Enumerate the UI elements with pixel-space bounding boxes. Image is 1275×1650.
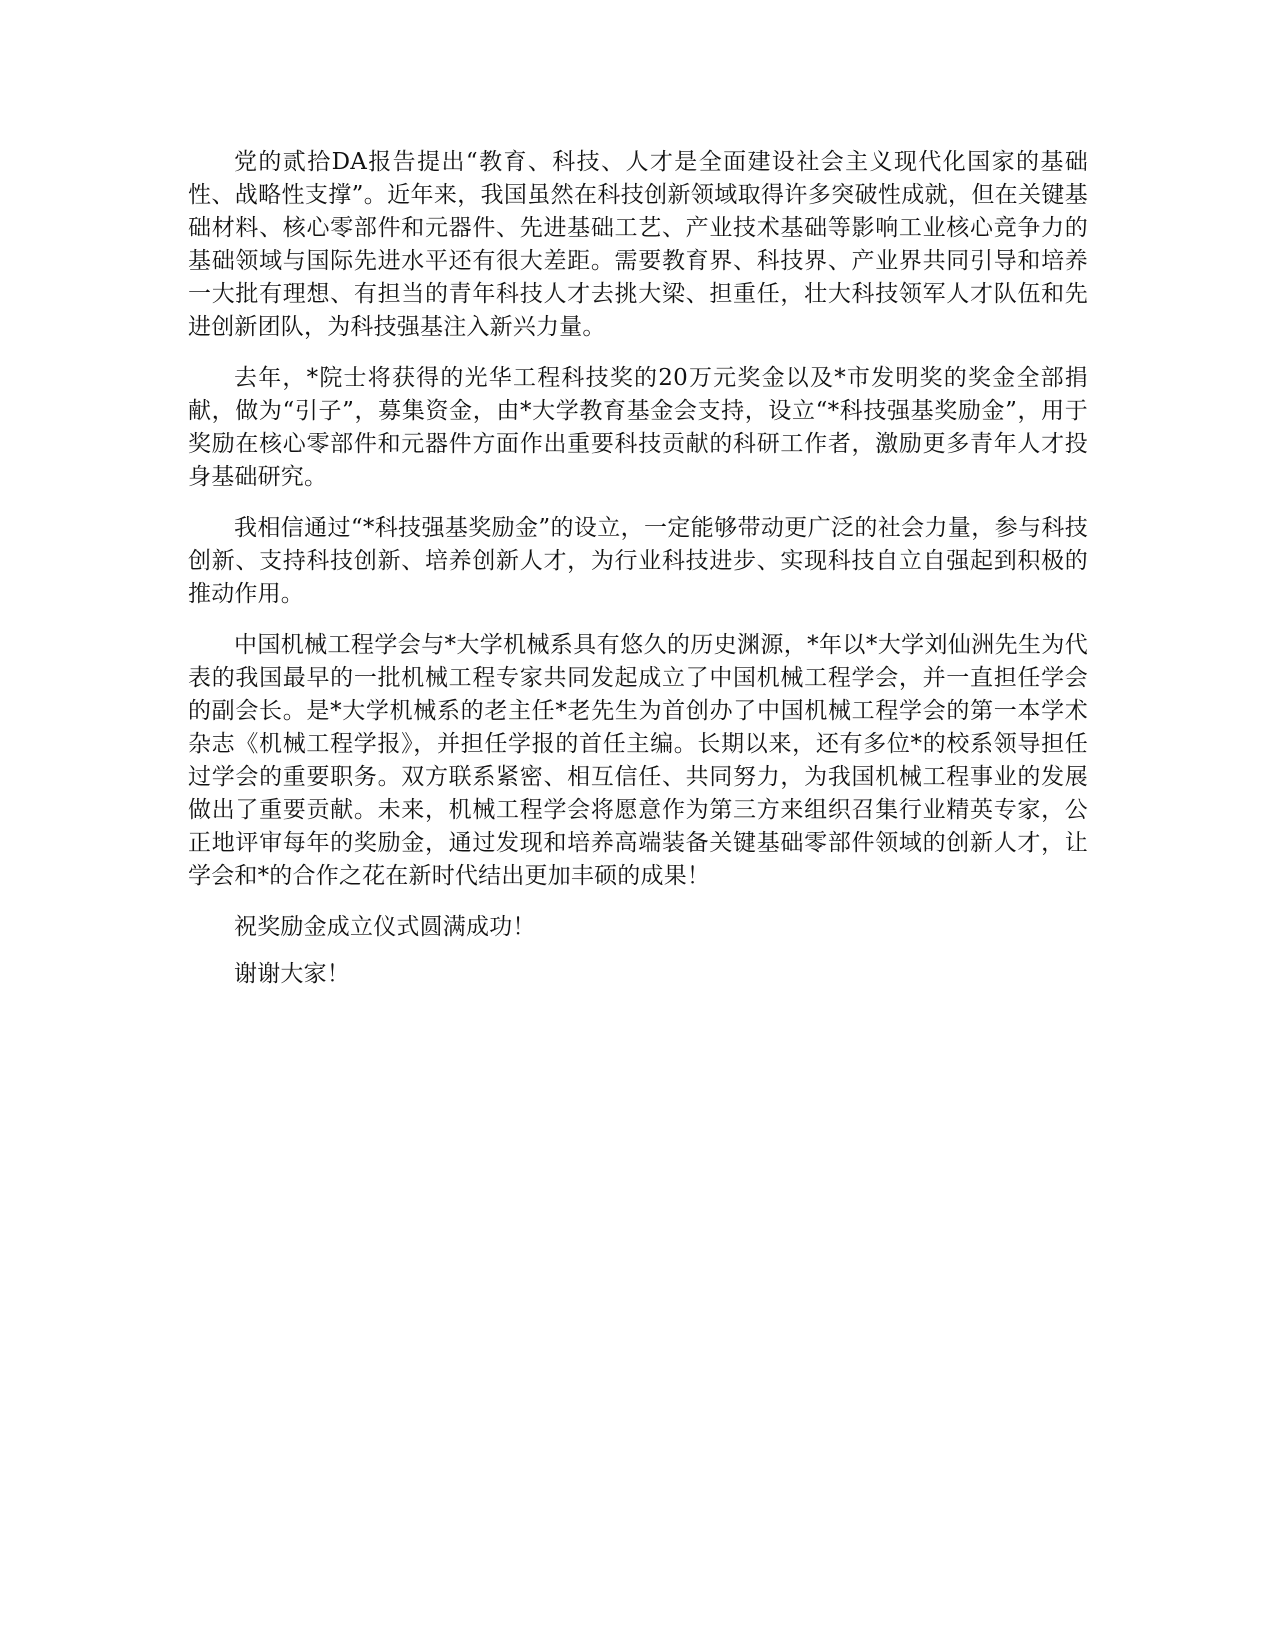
document-body	[188, 146, 1088, 1005]
paragraph-intro: 党的贰拾DA报告提出“教育、科技、人才是全面建设社会主义现代化国家的基础性、战略性支撑”。近年来，我国虽然在科技创新领域取得许多突破性成就，但在关键基础材料、核心零部件和元器件、先进基础工艺、产业技术基础等影响工业核心竞争力的基础领域与国际先进水平还有很大差距。需要教育界、科技界、产业界共同引导和培养一大批有理想、有担当的青年科技人才去挑大梁、担重任，壮大科技领军人才队伍和先进创新团队，为科技强基注入新兴力量。	[188, 149, 1088, 340]
paragraph-thanks: 谢谢大家！	[234, 961, 350, 987]
paragraph-wish: 祝奖励金成立仪式圆满成功！	[234, 914, 536, 940]
paragraph-donation: 去年，*院士将获得的光华工程科技奖的20万元奖金以及*市发明奖的奖金全部捐献，做为“引子”，募集资金，由*大学教育基金会支持，设立“*科技强基奖励金”，用于奖励在核心零部件和元器件方面作出重要科技贡献的科研工作者，激励更多青年人才投身基础研究。	[188, 365, 1088, 490]
paragraph-belief: 我相信通过“*科技强基奖励金”的设立，一定能够带动更广泛的社会力量，参与科技创新、支持科技创新、培养创新人才，为行业科技进步、实现科技自立自强起到积极的推动作用。	[188, 515, 1088, 607]
paragraph-history: 中国机械工程学会与*大学机械系具有悠久的历史渊源，*年以*大学刘仙洲先生为代表的我国最早的一批机械工程专家共同发起成立了中国机械工程学会，并一直担任学会的副会长。是*大学机械系的老主任*老先生为首创办了中国机械工程学会的第一本学术杂志《机械工程学报》，并担任学报的首任主编。长期以来，还有多位*的校系领导担任过学会的重要职务。双方联系紧密、相互信任、共同努力，为我国机械工程事业的发展做出了重要贡献。未来，机械工程学会将愿意作为第三方来组织召集行业精英专家，公正地评审每年的奖励金，通过发现和培养高端装备关键基础零部件领域的创新人才，让学会和*的合作之花在新时代结出更加丰硕的成果！	[188, 632, 1088, 889]
